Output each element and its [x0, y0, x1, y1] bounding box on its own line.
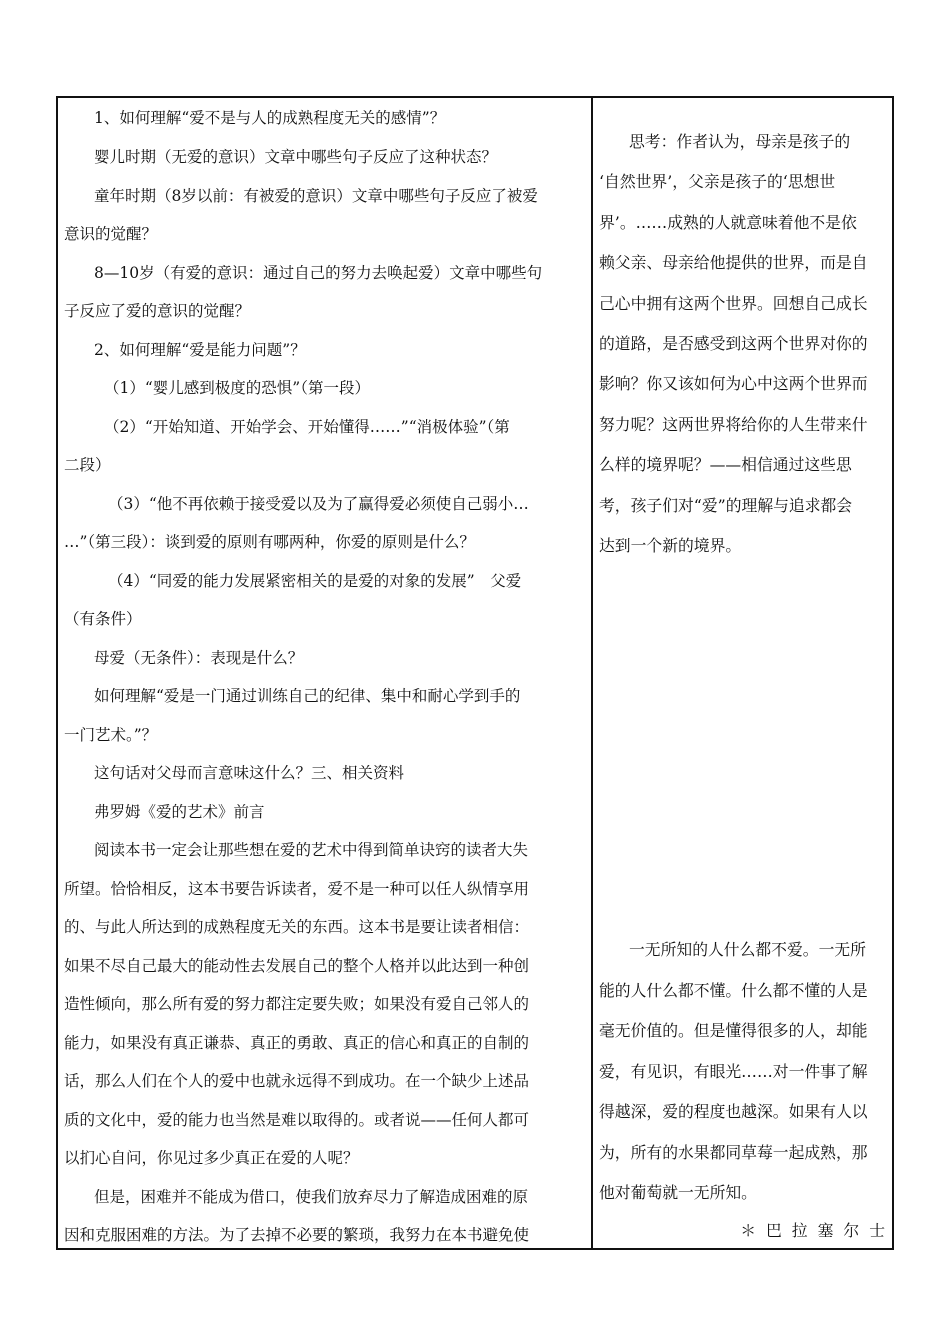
left-column — [64, 98, 586, 1255]
thinking-note-line: 思考：作者认为，母亲是孩子的 — [629, 132, 851, 151]
preface-paragraph-1-line: 所望。恰恰相反，这本书要告诉读者，爱不是一种可以任人纵情享用 — [64, 879, 530, 898]
quote-line: 爱，有见识，有眼光……对一件事了解 — [599, 1061, 868, 1081]
item-2-line2: 二段） — [64, 456, 111, 474]
preface-paragraph-2-line: 但是，困难并不能成为借口，使我们放弃尽力了解造成困难的原 — [94, 1187, 529, 1206]
item-3-line2: …”（第三段）：谈到爱的原则有哪两种，你爱的原则是什么？ — [64, 533, 475, 551]
thinking-note-line: 影响？你又该如何为心中这两个世界而 — [599, 374, 868, 394]
age8-question-line2: 子反应了爱的意识的觉醒？ — [64, 302, 251, 320]
item-4-line1: （4）“同爱的能力发展紧密相关的是爱的对象的发展” 父爱 — [108, 571, 522, 590]
art-question-line2: 一门艺术。”？ — [64, 725, 158, 744]
art-question-line1: 如何理解“爱是一门通过训练自己的纪律、集中和耐心学到手的 — [94, 687, 521, 705]
preface-paragraph-1-line: 的、与此人所达到的成熟程度无关的东西。这本书是要让读者相信： — [64, 918, 530, 936]
content-table — [56, 96, 894, 1250]
mother-love-question: 母爱（无条件）：表现是什么？ — [94, 648, 304, 667]
childhood-question-line1: 童年时期（8岁以前：有被爱的意识）文章中哪些句子反应了被爱 — [94, 186, 538, 205]
preface-paragraph-1-line: 以扪心自问，你见过多少真正在爱的人呢？ — [64, 1149, 359, 1167]
thinking-note-line: 努力呢？这两世界将给你的人生带来什 — [599, 414, 868, 434]
preface-paragraph-1-line: 阅读本书一定会让那些想在爱的艺术中得到简单诀窍的读者大失 — [94, 841, 529, 859]
childhood-question-line2: 意识的觉醒？ — [64, 225, 158, 243]
thinking-note-line: 赖父亲、母亲给他提供的世界，而是自 — [599, 253, 868, 273]
thinking-note-line: 界’。……成熟的人就意味着他不是依 — [599, 212, 857, 232]
thinking-note-line: 的道路，是否感受到这两个世界对你的 — [599, 334, 868, 354]
preface-paragraph-1-line: 话，那么人们在个人的爱中也就永远得不到成功。在一个缺少上述品 — [64, 1072, 530, 1090]
quote-line: 能的人什么都不懂。什么都不懂的人是 — [599, 980, 868, 1000]
column-divider — [591, 98, 593, 1248]
quote-line: 他对葡萄就一无所知。 — [599, 1182, 757, 1202]
quote-line: 一无所知的人什么都不爱。一无所 — [629, 940, 866, 960]
preface-paragraph-1-line: 质的文化中，爱的能力也当然是难以取得的。或者说——任何人都可 — [64, 1110, 530, 1129]
thinking-note-line: 考，孩子们对“爱”的理解与追求都会 — [599, 495, 853, 515]
preface-paragraph-1-line: 造性倾向，那么所有爱的努力都注定要失败；如果没有爱自己邻人的 — [64, 995, 530, 1013]
thinking-note-line: ‘自然世界’，父亲是孩子的‘思想世 — [599, 172, 836, 192]
question-2: 2、如何理解“爱是能力问题”？ — [94, 340, 306, 359]
preface-title: 弗罗姆《爱的艺术》前言 — [94, 802, 265, 821]
right-column — [599, 98, 895, 1249]
quote-line: 毫无价值的。但是懂得很多的人，却能 — [599, 1021, 868, 1041]
preface-paragraph-1-line: 能力，如果没有真正谦恭、真正的勇敢、真正的信心和真正的自制的 — [64, 1033, 530, 1052]
question-1: 1、如何理解“爱不是与人的成熟程度无关的感情”？ — [94, 109, 446, 127]
quote-line: 得越深，爱的程度也越深。如果有人以 — [599, 1102, 868, 1122]
thinking-note-line: 己心中拥有这两个世界。回想自己成长 — [599, 293, 868, 313]
preface-paragraph-1-line: 如果不尽自己最大的能动性去发展自己的整个人格并以此达到一种创 — [64, 956, 530, 975]
preface-paragraph-2-line: 因和克服困难的方法。为了去掉不必要的繁琐，我努力在本书避免使 — [64, 1226, 530, 1244]
item-3-line1: （3）“他不再依赖于接受爱以及为了赢得爱必须使自己弱小… — [108, 494, 529, 513]
parents-question: 这句话对父母而言意味这什么？三、相关资料 — [94, 764, 405, 782]
quote-signature: ＊巴拉塞尔士 — [740, 1221, 895, 1241]
item-4-line2: （有条件） — [64, 610, 142, 628]
item-2-line1: （2）“开始知道、开始学会、开始懂得……”“消极体验”（第 — [104, 417, 510, 436]
infancy-question: 婴儿时期（无爱的意识）文章中哪些句子反应了这种状态？ — [94, 148, 498, 166]
age8-question-line1: 8—10岁（有爱的意识：通过自己的努力去唤起爱）文章中哪些句 — [94, 263, 543, 282]
thinking-note-line: 么样的境界呢？——相信通过这些思 — [599, 455, 852, 475]
item-1: （1）“婴儿感到极度的恐惧”（第一段） — [104, 379, 370, 397]
thinking-note-line: 达到一个新的境界。 — [599, 536, 742, 556]
quote-line: 为，所有的水果都同草莓一起成熟，那 — [599, 1142, 868, 1162]
